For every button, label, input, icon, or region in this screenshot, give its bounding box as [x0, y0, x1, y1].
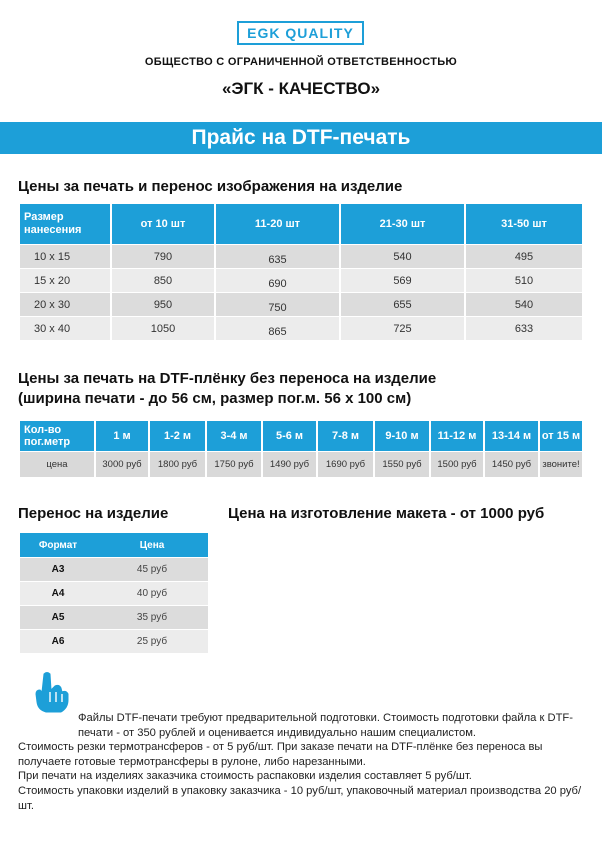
price-cell: 569 [341, 269, 466, 292]
header-cell: 21-30 шт [341, 204, 466, 244]
size-cell: 30 x 40 [20, 317, 112, 340]
format-cell: A3 [20, 558, 96, 581]
header-cell: Кол-во пог.метр [20, 421, 96, 451]
table-row [20, 581, 208, 605]
header-cell: 11-20 шт [216, 204, 341, 244]
price-cell: 25 руб [96, 630, 208, 653]
price-cell: 633 [466, 317, 582, 340]
film-print-price-table [20, 421, 582, 477]
section1-heading: Цены за печать и перенос изображения на изделие [18, 178, 403, 195]
price-cell: 690 [216, 269, 341, 292]
table-row [20, 268, 582, 292]
section2-heading-line1: Цены за печать на DTF-плёнку без переноса на изделие [18, 370, 437, 387]
price-cell: 45 руб [96, 558, 208, 581]
header-cell: Размер нанесения [20, 204, 112, 244]
row-label-cell: цена [20, 452, 96, 477]
header-cell: Цена [96, 533, 208, 557]
size-cell: 20 x 30 [20, 293, 112, 316]
price-cell: 1500 руб [431, 452, 485, 477]
price-cell: 1750 руб [207, 452, 263, 477]
header-cell: 7-8 м [318, 421, 375, 451]
header-cell: 1 м [96, 421, 150, 451]
table-row [20, 244, 582, 268]
table-header-row [20, 421, 582, 451]
price-cell: 750 [216, 293, 341, 316]
price-cell: 540 [466, 293, 582, 316]
price-cell: 495 [466, 245, 582, 268]
company-logo: EGK QUALITY [237, 21, 364, 45]
header-cell: 3-4 м [207, 421, 263, 451]
price-cell: 3000 руб [96, 452, 150, 477]
org-type: ОБЩЕСТВО С ОГРАНИЧЕННОЙ ОТВЕТСТВЕННОСТЬЮ [144, 56, 458, 68]
section3-heading: Перенос на изделие [18, 505, 169, 522]
table-row [20, 557, 208, 581]
note-paragraph: При печати на изделиях заказчика стоимость распаковки изделия составляет 5 руб/шт. [18, 770, 472, 783]
note-paragraph: Стоимость упаковки изделий в упаковку заказчика - 10 руб/шт, упаковочный материал производства 20 руб/шт. [18, 784, 582, 812]
header-cell: 9-10 м [375, 421, 431, 451]
price-cell: 1800 руб [150, 452, 207, 477]
price-cell: 865 [216, 317, 341, 340]
page-title-banner: Прайс на DTF-печать [0, 122, 602, 154]
table-header-row [20, 204, 582, 244]
header-cell: 5-6 м [263, 421, 318, 451]
header-cell: 31-50 шт [466, 204, 582, 244]
price-cell: 655 [341, 293, 466, 316]
price-cell: 510 [466, 269, 582, 292]
price-cell: 1550 руб [375, 452, 431, 477]
header-cell: 11-12 м [431, 421, 485, 451]
price-cell: 850 [112, 269, 216, 292]
price-cell: 1450 руб [485, 452, 540, 477]
price-cell: 540 [341, 245, 466, 268]
table-row [20, 629, 208, 653]
price-cell: 950 [112, 293, 216, 316]
header-cell: от 15 м [540, 421, 582, 451]
table-row [20, 316, 582, 340]
org-name: «ЭГК - КАЧЕСТВО» [221, 79, 381, 98]
price-cell: 635 [216, 245, 341, 268]
price-cell: 725 [341, 317, 466, 340]
hand-pointing-icon [28, 670, 72, 716]
price-cell: 35 руб [96, 606, 208, 629]
price-cell: 1690 руб [318, 452, 375, 477]
table-header-row [20, 533, 208, 557]
format-cell: A6 [20, 630, 96, 653]
note-paragraph: Файлы DTF-печати требуют предварительной подготовки. Стоимость подготовки файла к DTF-печати - от 350 рублей и оценивается индивидуально нашим специалистом. [78, 712, 573, 739]
size-cell: 15 x 20 [20, 269, 112, 292]
transfer-price-table [20, 533, 208, 653]
format-cell: A5 [20, 606, 96, 629]
header-cell: от 10 шт [112, 204, 216, 244]
print-transfer-price-table [20, 204, 582, 340]
price-cell: 790 [112, 245, 216, 268]
table-row [20, 605, 208, 629]
format-cell: A4 [20, 582, 96, 605]
table-row [20, 292, 582, 316]
header-cell: 13-14 м [485, 421, 540, 451]
table-row [20, 451, 582, 477]
header-cell: Формат [20, 533, 96, 557]
price-cell: 1050 [112, 317, 216, 340]
price-cell: 40 руб [96, 582, 208, 605]
price-cell: звоните! [540, 452, 582, 477]
price-cell: 1490 руб [263, 452, 318, 477]
note-paragraph: Стоимость резки термотрансферов - от 5 руб/шт. При заказе печати на DTF-плёнке без переноса вы получаете готовые термотрансферы в рулоне, либо нарезанными. [18, 741, 543, 768]
layout-price-text: Цена на изготовление макета - от 1000 руб [228, 505, 545, 522]
section2-heading-line2: (ширина печати - до 56 см, размер пог.м. 56 х 100 см) [18, 390, 412, 407]
notes-block [18, 711, 584, 813]
header-cell: 1-2 м [150, 421, 207, 451]
size-cell: 10 x 15 [20, 245, 112, 268]
